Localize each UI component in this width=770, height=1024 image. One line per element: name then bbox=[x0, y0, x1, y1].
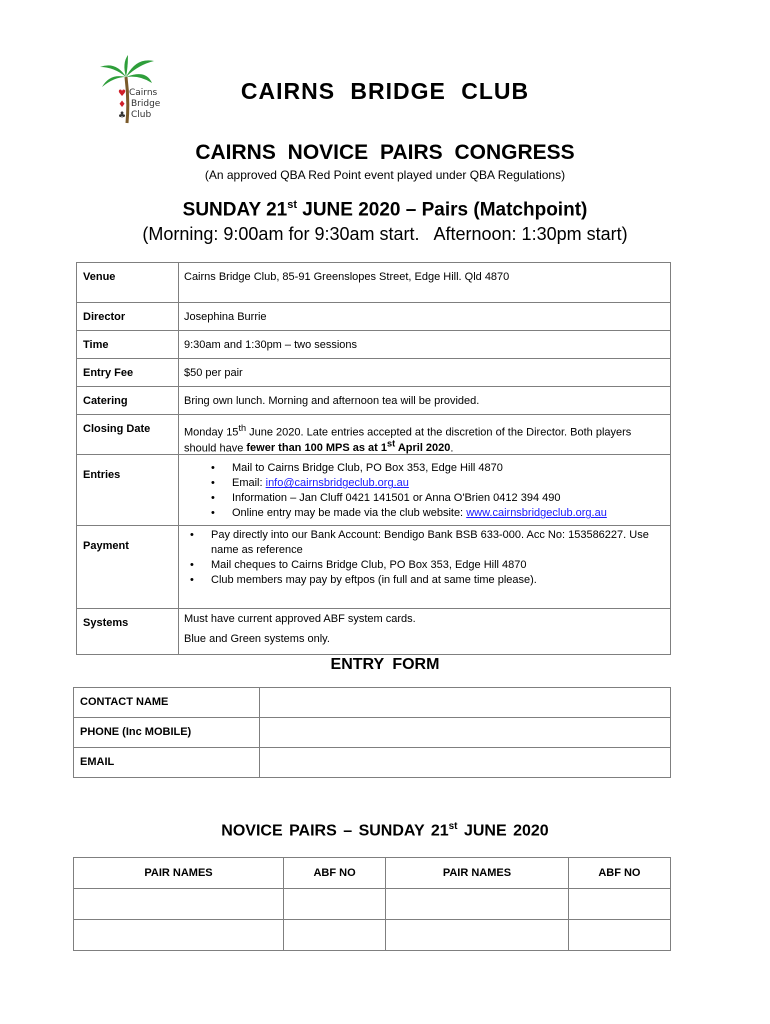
logo-line-1: Cairns bbox=[129, 88, 158, 98]
payment-list bbox=[184, 528, 664, 588]
pair-name-field[interactable] bbox=[74, 889, 284, 920]
event-title: CAIRNS NOVICE PAIRS CONGRESS bbox=[195, 141, 575, 164]
pair-name-field[interactable] bbox=[386, 920, 569, 951]
entries-label: Entries bbox=[77, 455, 179, 526]
club-title: CAIRNS BRIDGE CLUB bbox=[240, 78, 530, 104]
afternoon-session: Afternoon: 1:30pm start) bbox=[433, 224, 628, 244]
col-abf-no-2: ABF NO bbox=[568, 858, 670, 889]
closing-value: Monday 15th June 2020. Late entries accepted at the discretion of the Director. Both players should have fewer than 100 MPS as at 1st April 2020. bbox=[179, 415, 671, 455]
entries-row bbox=[77, 455, 671, 526]
contact-name-label: CONTACT NAME bbox=[74, 688, 260, 718]
pair-row bbox=[74, 889, 671, 920]
email-field[interactable] bbox=[260, 748, 671, 778]
col-abf-no-1: ABF NO bbox=[284, 858, 386, 889]
event-info-table bbox=[76, 262, 671, 655]
fee-row bbox=[77, 359, 671, 387]
email-row bbox=[74, 748, 671, 778]
abf-no-field[interactable] bbox=[568, 920, 670, 951]
email-label: EMAIL bbox=[74, 748, 260, 778]
phone-label: PHONE (Inc MOBILE) bbox=[74, 718, 260, 748]
closing-label: Closing Date bbox=[77, 415, 179, 455]
entries-mail: • Mail to Cairns Bridge Club, PO Box 353, Edge Hill 4870 bbox=[232, 461, 664, 476]
col-pair-names-1: PAIR NAMES bbox=[74, 858, 284, 889]
venue-value: Cairns Bridge Club, 85-91 Greenslopes Street, Edge Hill. Qld 4870 bbox=[179, 263, 671, 303]
catering-row bbox=[77, 387, 671, 415]
time-value: 9:30am and 1:30pm – two sessions bbox=[179, 331, 671, 359]
payment-eftpos: • Club members may pay by eftpos (in full and at same time please). bbox=[211, 573, 664, 588]
systems-line-2: Blue and Green systems only. bbox=[184, 633, 330, 646]
phone-field[interactable] bbox=[260, 718, 671, 748]
email-link[interactable]: info@cairnsbridgeclub.org.au bbox=[265, 477, 409, 490]
contact-row bbox=[74, 688, 671, 718]
contact-table bbox=[73, 687, 671, 778]
entry-form-title: ENTRY FORM bbox=[330, 656, 440, 673]
venue-label: Venue bbox=[77, 263, 179, 303]
closing-row bbox=[77, 415, 671, 455]
svg-text:♥: ♥ bbox=[118, 89, 127, 99]
pairs-table bbox=[73, 857, 671, 951]
pairs-header-row bbox=[74, 858, 671, 889]
contact-name-field[interactable] bbox=[260, 688, 671, 718]
logo-line-3: Club bbox=[131, 110, 152, 120]
catering-label: Catering bbox=[77, 387, 179, 415]
entries-email: • Email: info@cairnsbridgeclub.org.au bbox=[232, 476, 664, 491]
pair-row bbox=[74, 920, 671, 951]
col-pair-names-2: PAIR NAMES bbox=[386, 858, 569, 889]
logo-line-2: Bridge bbox=[131, 99, 161, 109]
pair-name-field[interactable] bbox=[386, 889, 569, 920]
pair-name-field[interactable] bbox=[74, 920, 284, 951]
payment-bank: • Pay directly into our Bank Account: Bendigo Bank BSB 633-000. Acc No: 153586227. Use name as reference bbox=[211, 528, 664, 558]
payment-label: Payment bbox=[77, 526, 179, 609]
fee-label: Entry Fee bbox=[77, 359, 179, 387]
venue-row bbox=[77, 263, 671, 303]
systems-row bbox=[77, 609, 671, 655]
event-subtitle: (An approved QBA Red Point event played under QBA Regulations) bbox=[204, 168, 566, 182]
abf-no-field[interactable] bbox=[284, 920, 386, 951]
session-times bbox=[0, 224, 770, 245]
systems-line-1: Must have current approved ABF system cards. bbox=[184, 613, 416, 626]
svg-text:♣: ♣ bbox=[118, 111, 127, 121]
time-label: Time bbox=[77, 331, 179, 359]
abf-no-field[interactable] bbox=[568, 889, 670, 920]
fee-value: $50 per pair bbox=[179, 359, 671, 387]
payment-row bbox=[77, 526, 671, 609]
pairs-title: NOVICE PAIRS – SUNDAY 21st JUNE 2020 bbox=[221, 821, 549, 840]
director-label: Director bbox=[77, 303, 179, 331]
entries-info: • Information – Jan Cluff 0421 141501 or Anna O'Brien 0412 394 490 bbox=[232, 491, 664, 506]
director-value: Josephina Burrie bbox=[179, 303, 671, 331]
morning-session: (Morning: 9:00am for 9:30am start. bbox=[142, 224, 420, 244]
entries-online: • Online entry may be made via the club website: www.cairnsbridgeclub.org.au bbox=[232, 506, 664, 521]
director-row bbox=[77, 303, 671, 331]
website-link[interactable]: www.cairnsbridgeclub.org.au bbox=[466, 507, 607, 520]
catering-value: Bring own lunch. Morning and afternoon tea will be provided. bbox=[179, 387, 671, 415]
phone-row bbox=[74, 718, 671, 748]
entries-list bbox=[184, 461, 664, 521]
abf-no-field[interactable] bbox=[284, 889, 386, 920]
payment-cheque: • Mail cheques to Cairns Bridge Club, PO Box 353, Edge Hill 4870 bbox=[211, 558, 664, 573]
svg-text:♦: ♦ bbox=[118, 100, 127, 110]
time-row bbox=[77, 331, 671, 359]
systems-label: Systems bbox=[77, 609, 179, 655]
event-date: SUNDAY 21st JUNE 2020 – Pairs (Matchpoint) bbox=[182, 199, 588, 221]
